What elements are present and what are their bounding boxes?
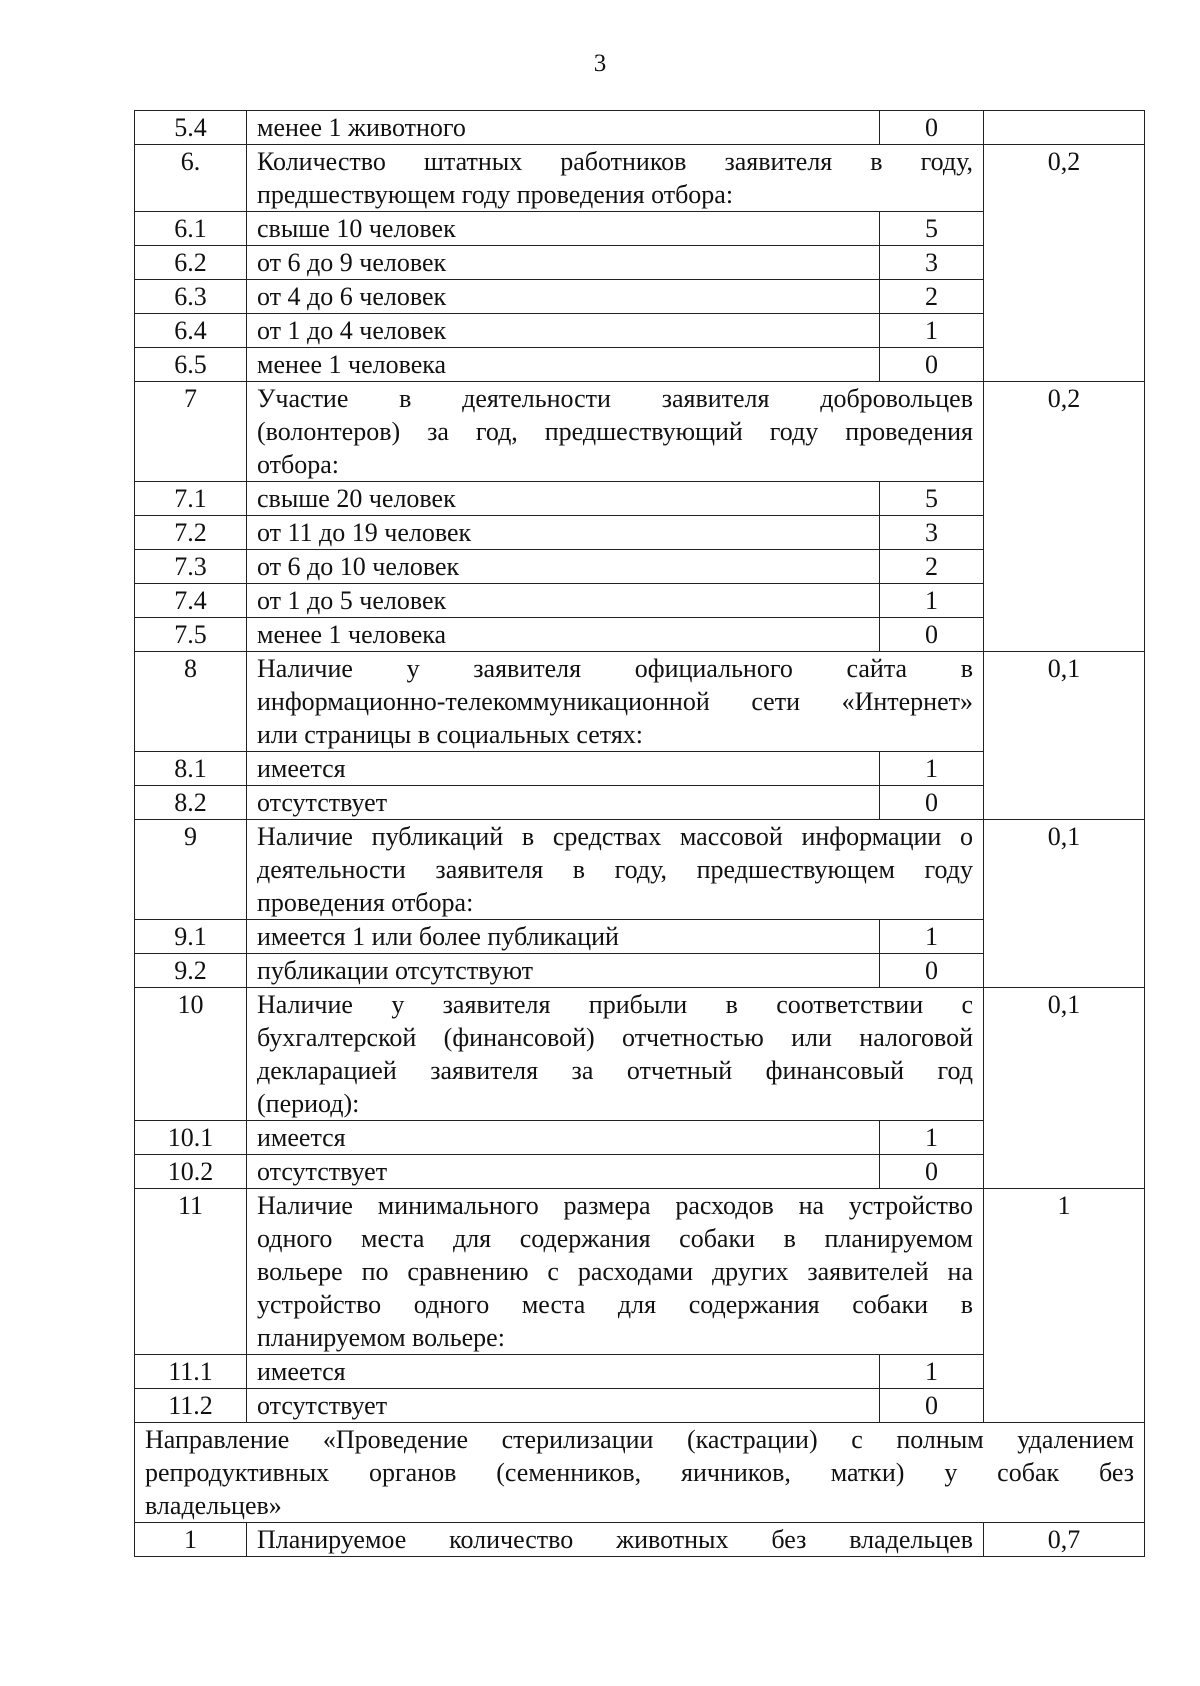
criterion-text: отсутствует xyxy=(247,1155,880,1189)
weight-cell: 0,1 xyxy=(984,988,1145,1189)
criterion-text: имеется xyxy=(247,1355,880,1389)
section-heading-line: Направление «Проведение стерилизации (кастрации) с полным удалением xyxy=(145,1425,1134,1454)
criterion-heading-line: устройство одного места для содержания собаки в xyxy=(257,1290,973,1319)
row-number: 9.2 xyxy=(135,954,247,988)
row-number: 10.2 xyxy=(135,1155,247,1189)
criterion-heading-line: планируемом вольере: xyxy=(257,1323,505,1352)
row-number: 10 xyxy=(135,988,247,1121)
weight-cell: 0,2 xyxy=(984,145,1145,382)
row-number: 8.1 xyxy=(135,752,247,786)
criterion-heading xyxy=(247,820,984,920)
criterion-text: от 11 до 19 человек xyxy=(247,516,880,550)
table-row xyxy=(135,820,1145,920)
row-number: 7.1 xyxy=(135,482,247,516)
score-cell: 0 xyxy=(880,618,984,652)
row-number: 6.4 xyxy=(135,314,247,348)
criterion-text: от 6 до 9 человек xyxy=(247,246,880,280)
criterion-heading-line: (период): xyxy=(257,1089,360,1118)
criterion-heading-line: декларацией заявителя за отчетный финансовый год xyxy=(257,1056,973,1085)
row-number: 7.5 xyxy=(135,618,247,652)
criterion-heading-line: Наличие у заявителя прибыли в соответствии с xyxy=(257,990,973,1019)
table-row xyxy=(135,652,1145,752)
criterion-text: отсутствует xyxy=(247,1389,880,1423)
score-cell: 1 xyxy=(880,1121,984,1155)
criterion-heading-line: деятельности заявителя в году, предшествующем году xyxy=(257,855,973,884)
row-number: 11.2 xyxy=(135,1389,247,1423)
criteria-table xyxy=(134,110,1145,1557)
table-row xyxy=(135,111,1145,145)
weight-cell-empty xyxy=(984,111,1145,145)
criterion-heading-line: Участие в деятельности заявителя добровольцев xyxy=(257,384,973,413)
score-cell: 3 xyxy=(880,246,984,280)
table-row xyxy=(135,1189,1145,1355)
weight-cell: 0,1 xyxy=(984,652,1145,820)
table-row xyxy=(135,145,1145,212)
score-cell: 0 xyxy=(880,786,984,820)
criterion-heading-line: Наличие публикаций в средствах массовой информации о xyxy=(257,822,973,851)
criterion-heading-line: Количество штатных работников заявителя в году, xyxy=(257,147,973,176)
criterion-text: от 4 до 6 человек xyxy=(247,280,880,314)
criterion-heading-line: Планируемое количество животных без владельцев xyxy=(257,1525,973,1554)
score-cell: 1 xyxy=(880,752,984,786)
row-number: 5.4 xyxy=(135,111,247,145)
criterion-heading xyxy=(247,145,984,212)
criterion-text: менее 1 животного xyxy=(247,111,880,145)
criterion-heading-line: одного места для содержания собаки в планируемом xyxy=(257,1224,973,1253)
row-number: 8.2 xyxy=(135,786,247,820)
section-heading-line: репродуктивных органов (семенников, яичников, матки) у собак без xyxy=(145,1458,1134,1487)
criterion-text: свыше 20 человек xyxy=(247,482,880,516)
row-number: 10.1 xyxy=(135,1121,247,1155)
table-row xyxy=(135,988,1145,1121)
score-cell: 0 xyxy=(880,111,984,145)
score-cell: 5 xyxy=(880,212,984,246)
criterion-heading-line: предшествующем году проведения отбора: xyxy=(257,180,734,209)
score-cell: 0 xyxy=(880,954,984,988)
criterion-heading-line: проведения отбора: xyxy=(257,888,474,917)
criterion-heading-line: отбора: xyxy=(257,450,340,479)
row-number: 9 xyxy=(135,820,247,920)
row-number: 8 xyxy=(135,652,247,752)
score-cell: 1 xyxy=(880,584,984,618)
score-cell: 3 xyxy=(880,516,984,550)
row-number: 6.5 xyxy=(135,348,247,382)
criterion-heading-line: Наличие минимального размера расходов на устройство xyxy=(257,1191,973,1220)
score-cell: 2 xyxy=(880,550,984,584)
row-number: 6.2 xyxy=(135,246,247,280)
criterion-heading-line: Наличие у заявителя официального сайта в xyxy=(257,654,973,683)
section-row xyxy=(135,1423,1145,1523)
row-number: 11.1 xyxy=(135,1355,247,1389)
row-number: 7.2 xyxy=(135,516,247,550)
criterion-heading xyxy=(247,1189,984,1355)
row-number: 6.1 xyxy=(135,212,247,246)
criterion-text: менее 1 человека xyxy=(247,348,880,382)
criterion-text: имеется xyxy=(247,1121,880,1155)
criterion-text: имеется xyxy=(247,752,880,786)
score-cell: 5 xyxy=(880,482,984,516)
table-row xyxy=(135,1523,1145,1557)
weight-cell: 1 xyxy=(984,1189,1145,1423)
page-number: 3 xyxy=(593,50,607,77)
row-number: 6. xyxy=(135,145,247,212)
criterion-text: от 1 до 4 человек xyxy=(247,314,880,348)
criterion-heading xyxy=(247,652,984,752)
criterion-heading xyxy=(247,382,984,482)
criterion-text: публикации отсутствуют xyxy=(247,954,880,988)
criterion-heading-line: или страницы в социальных сетях: xyxy=(257,720,644,749)
row-number: 7.3 xyxy=(135,550,247,584)
section-heading-line: владельцев» xyxy=(145,1491,282,1520)
score-cell: 1 xyxy=(880,1355,984,1389)
criterion-text: имеется 1 или более публикаций xyxy=(247,920,880,954)
weight-cell: 0,2 xyxy=(984,382,1145,652)
row-number: 7.4 xyxy=(135,584,247,618)
weight-cell: 0,7 xyxy=(984,1523,1145,1557)
score-cell: 0 xyxy=(880,1155,984,1189)
criterion-text: свыше 10 человек xyxy=(247,212,880,246)
row-number: 6.3 xyxy=(135,280,247,314)
row-number: 1 xyxy=(135,1523,247,1557)
row-number: 9.1 xyxy=(135,920,247,954)
score-cell: 0 xyxy=(880,1389,984,1423)
row-number: 7 xyxy=(135,382,247,482)
criterion-heading-line: информационно-телекоммуникационной сети «Интернет» xyxy=(257,687,973,716)
weight-cell: 0,1 xyxy=(984,820,1145,988)
criterion-text: менее 1 человека xyxy=(247,618,880,652)
score-cell: 1 xyxy=(880,314,984,348)
table-row xyxy=(135,382,1145,482)
criterion-heading xyxy=(247,1523,984,1557)
score-cell: 0 xyxy=(880,348,984,382)
section-heading xyxy=(135,1423,1145,1523)
criterion-text: отсутствует xyxy=(247,786,880,820)
criterion-heading xyxy=(247,988,984,1121)
score-cell: 2 xyxy=(880,280,984,314)
score-cell: 1 xyxy=(880,920,984,954)
row-number: 11 xyxy=(135,1189,247,1355)
criterion-heading-line: вольере по сравнению с расходами других заявителей на xyxy=(257,1257,973,1286)
criterion-heading-line: (волонтеров) за год, предшествующий году проведения xyxy=(257,417,973,446)
criterion-text: от 6 до 10 человек xyxy=(247,550,880,584)
criterion-heading-line: бухгалтерской (финансовой) отчетностью или налоговой xyxy=(257,1023,973,1052)
criterion-text: от 1 до 5 человек xyxy=(247,584,880,618)
